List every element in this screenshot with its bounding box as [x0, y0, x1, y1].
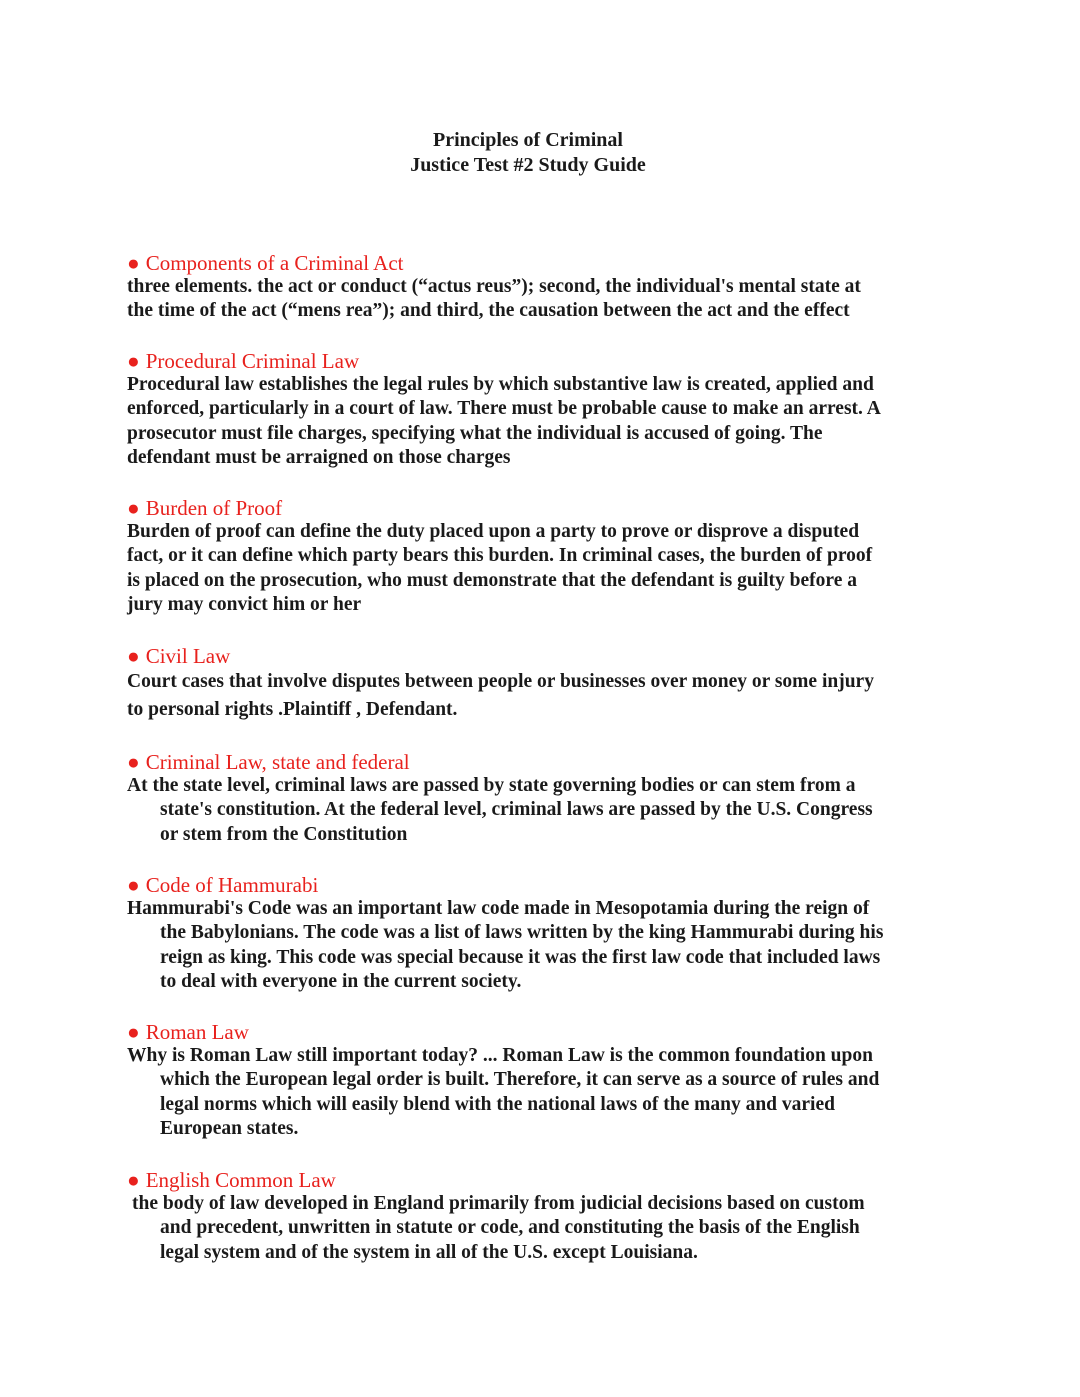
body-line: three elements. the act or conduct (“actus reus”); second, the individual's mental state at [127, 276, 861, 297]
section-heading-text: Components of a Criminal Act [145, 251, 404, 275]
section-heading [127, 644, 957, 668]
body-line: to deal with everyone in the current society. [160, 971, 522, 993]
body-line: prosecutor must file charges, specifying what the individual is accused of going. The [127, 422, 823, 444]
document-title [0, 128, 1056, 178]
section-body [127, 373, 957, 471]
body-line: Why is Roman Law still important today? ... Roman Law is the common foundation upon [127, 1045, 873, 1066]
section-heading-text: Burden of Proof [145, 496, 283, 520]
section-body [127, 1192, 957, 1265]
body-line: is placed on the prosecution, who must demonstrate that the defendant is guilty before a [127, 569, 857, 591]
body-line: and precedent, unwritten in statute or code, and constituting the basis of the English [160, 1217, 860, 1239]
body-line: the time of the act (“mens rea”); and third, the causation between the act and the effect [127, 300, 850, 322]
section-heading [127, 873, 957, 897]
section-procedural-criminal-law [127, 349, 957, 471]
bullet-icon: ● [127, 873, 140, 897]
section-heading [127, 349, 957, 373]
body-line: Hammurabi's Code was an important law code made in Mesopotamia during the reign of [127, 898, 870, 919]
section-civil-law [127, 644, 957, 724]
bullet-icon: ● [127, 1020, 140, 1044]
section-body [127, 668, 957, 724]
section-roman-law [127, 1020, 957, 1142]
bullet-icon: ● [127, 1168, 140, 1192]
body-line: state's constitution. At the federal level, criminal laws are passed by the U.S. Congress [160, 799, 873, 821]
body-line: fact, or it can define which party bears this burden. In criminal cases, the burden of proof [127, 545, 873, 567]
section-heading [127, 251, 957, 275]
section-heading-text: Code of Hammurabi [145, 873, 319, 897]
section-body [127, 897, 957, 995]
section-heading [127, 1020, 957, 1044]
section-body [127, 520, 957, 618]
body-line: At the state level, criminal laws are passed by state governing bodies or can stem from a [127, 775, 856, 796]
bullet-icon: ● [127, 496, 140, 520]
section-components-of-criminal-act [127, 251, 957, 324]
section-code-of-hammurabi [127, 873, 957, 995]
section-heading-text: Procedural Criminal Law [145, 349, 360, 373]
body-line: legal system and of the system in all of the U.S. except Louisiana. [160, 1241, 698, 1263]
title-line-2: Justice Test #2 Study Guide [410, 154, 646, 176]
section-heading [127, 1168, 957, 1192]
section-english-common-law [127, 1168, 957, 1265]
section-heading [127, 496, 957, 520]
section-body [127, 275, 957, 324]
section-heading [127, 750, 957, 774]
section-body [127, 1044, 957, 1142]
section-burden-of-proof [127, 496, 957, 618]
body-line: enforced, particularly in a court of law. There must be probable cause to make an arrest. A [127, 398, 881, 420]
body-line: reign as king. This code was special because it was the first law code that included laws [160, 946, 881, 968]
body-line: Court cases that involve disputes between people or businesses over money or some injury [127, 671, 874, 692]
bullet-icon: ● [127, 349, 140, 373]
body-line: Procedural law establishes the legal rules by which substantive law is created, applied and [127, 374, 874, 395]
section-criminal-law-state-federal [127, 750, 957, 847]
bullet-icon: ● [127, 644, 140, 668]
body-line: the body of law developed in England primarily from judicial decisions based on custom [132, 1193, 865, 1214]
body-line: to personal rights .Plaintiff , Defendant. [127, 699, 458, 720]
section-heading-text: Civil Law [145, 644, 231, 668]
body-line: the Babylonians. The code was a list of laws written by the king Hammurabi during his [160, 922, 884, 944]
section-body [127, 774, 957, 847]
section-heading-text: English Common Law [145, 1168, 336, 1192]
title-line-1: Principles of Criminal [433, 129, 623, 151]
section-heading-text: Criminal Law, state and federal [145, 750, 410, 774]
body-line: Burden of proof can define the duty placed upon a party to prove or disprove a disputed [127, 521, 860, 542]
body-line: defendant must be arraigned on those charges [127, 447, 511, 469]
body-line: European states. [160, 1118, 299, 1140]
body-line: legal norms which will easily blend with the national laws of the many and varied [160, 1093, 835, 1115]
body-line: jury may convict him or her [127, 594, 362, 616]
section-heading-text: Roman Law [145, 1020, 249, 1044]
body-line: or stem from the Constitution [160, 823, 408, 845]
body-line: which the European legal order is built. Therefore, it can serve as a source of rules and [160, 1069, 880, 1091]
bullet-icon: ● [127, 750, 140, 774]
bullet-icon: ● [127, 251, 140, 275]
